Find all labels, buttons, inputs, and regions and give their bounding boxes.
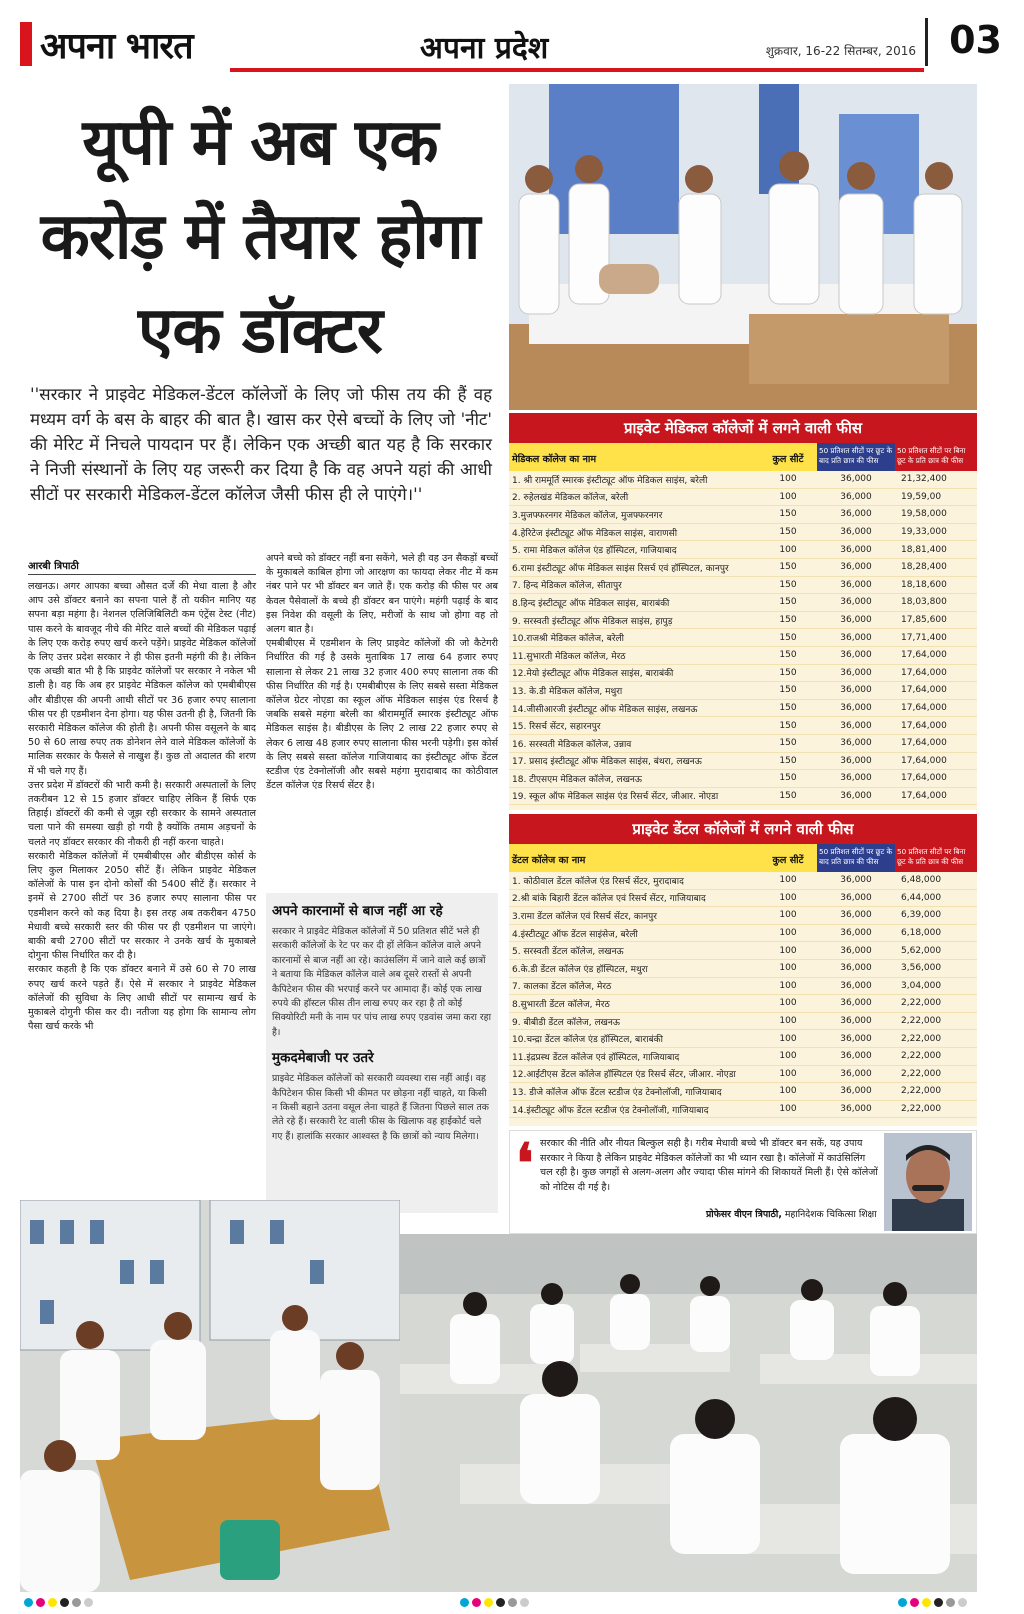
concession-fee-cell: 36,000 (840, 491, 872, 502)
table-row (509, 978, 977, 996)
full-fee-cell: 6,48,000 (901, 875, 942, 886)
table-row (509, 541, 977, 559)
photo-illustration (400, 1234, 977, 1592)
concession-fee-cell: 36,000 (840, 615, 872, 626)
concession-fee-cell: 36,000 (840, 910, 872, 921)
header-total-seats: कुल सीटें (759, 443, 817, 471)
medical-table-title: प्राइवेट मेडिकल कॉलेजों में लगने वाली फीस (509, 413, 977, 443)
total-seats-cell: 100 (779, 998, 797, 1009)
header-college-name: मेडिकल कॉलेज का नाम (509, 443, 759, 471)
total-seats-cell: 150 (779, 615, 797, 626)
total-seats-cell: 150 (779, 703, 797, 714)
full-fee-cell: 2,22,000 (901, 998, 942, 1009)
college-name-cell: 19. स्कूल ऑफ मेडिकल साइंस एंड रिसर्च सेंटर, जीआर. नोएडा (512, 792, 719, 803)
full-fee-cell: 19,33,000 (901, 527, 947, 538)
expert-portrait (884, 1133, 972, 1231)
full-fee-cell: 18,03,800 (901, 597, 947, 608)
paragraph: लखनऊ। अगर आपका बच्चा औसत दर्जे की मेधा वाला है और आप उसे डॉक्टर बनाने का सपना पाले हैं तो यकीन मानिए यह सपना बड़ा महंगा है। नेशनल एलिजिबिलिटी कम एंट्रेंस टेस्ट (नीट) पास करने के बावजूद नीचे की मेरिट वाले बच्चों की मेडिकल पढ़ाई के लिए एक करोड़ रुपए खर्च करने पड़ेंगे। प्राइवेट मेडिकल कॉलेजों के लिए उत्तर प्रदेश सरकार ने ही फीस इतनी महंगी की है। लेकिन एक अच्छी बात भी है कि प्राइवेट कॉलेजों पर सरकार ने नकेल भी डाली है। वह कि अब हर प्राइवेट मेडिकल कॉलेज को एमबीबीएस और बीडीएस की अपनी आधी सीटों पर 36 हजार रुपए सालाना फीस पर ही एडमीशन देना होगा। यह फीस उतनी ही है, जितनी कि सरकारी मेडिकल कॉलेज की होती है। अपनी फीस वसूलने के बाद 50 से 60 लाख रुपए तक डोनेशन लेने वाले मेडिकल कॉलेजों के मालिक सरकार के फैसले से नाखुश हैं। कुछ तो अदालत की शरण में भी चले गए हैं। (28, 581, 256, 777)
byline: आरबी त्रिपाठी (28, 561, 79, 572)
concession-fee-cell: 36,000 (840, 667, 872, 678)
concession-fee-cell: 36,000 (840, 579, 872, 590)
expert-designation: महानिदेशक चिकित्सा शिक्षा (781, 1209, 877, 1220)
dental-table-header (509, 844, 977, 872)
college-name-cell: 6.रामा इंस्टीट्यूट ऑफ मेडिकल साइंस रिसर्च एवं हॉस्पिटल, कानपुर (512, 563, 729, 574)
total-seats-cell: 100 (779, 875, 797, 886)
full-fee-cell: 2,22,000 (901, 1086, 942, 1097)
medical-fee-table (509, 413, 977, 810)
college-name-cell: 16. सरस्वती मेडिकल कॉलेज, उन्नाव (512, 739, 632, 750)
total-seats-cell: 100 (779, 892, 797, 903)
table-row (509, 700, 977, 718)
full-fee-cell: 17,64,000 (901, 738, 947, 749)
college-name-cell: 18. टीएसएम मेडिकल कॉलेज, लखनऊ (512, 774, 642, 785)
total-seats-cell: 150 (779, 579, 797, 590)
table-row (509, 629, 977, 647)
full-fee-cell: 17,64,000 (901, 685, 947, 696)
total-seats-cell: 100 (779, 474, 797, 485)
concession-fee-cell: 36,000 (840, 632, 872, 643)
color-registration-marks (898, 1598, 967, 1607)
concession-fee-cell: 36,000 (840, 1068, 872, 1079)
college-name-cell: 4.हेरिटेज इंस्टीट्यूट ऑफ मेडिकल साइंस, वाराणसी (512, 528, 678, 539)
total-seats-cell: 150 (779, 509, 797, 520)
concession-fee-cell: 36,000 (840, 1033, 872, 1044)
total-seats-cell: 150 (779, 667, 797, 678)
table-row (509, 735, 977, 753)
college-name-cell: 4.इंस्टीट्यूट ऑफ डेंटल साइंसेज, बरेली (512, 929, 638, 940)
table-row (509, 872, 977, 890)
concession-fee-cell: 36,000 (840, 703, 872, 714)
full-fee-cell: 3,04,000 (901, 980, 942, 991)
total-seats-cell: 100 (779, 980, 797, 991)
table-row (509, 489, 977, 507)
medical-table-body (509, 471, 977, 805)
header-college-name: डेंटल कॉलेज का नाम (509, 844, 759, 872)
table-row (509, 1101, 977, 1119)
table-row (509, 1030, 977, 1048)
color-registration-marks (24, 1598, 93, 1607)
sidebar-text: सरकार ने प्राइवेट मेडिकल कॉलेजों में 50 प्रतिशत सीटें भले ही सरकारी कॉलेजों के रेट पर कर दी हों लेकिन कॉलेज वाले अपने कारनामों से बाज नहीं आ रहे। काउंसलिंग में जाने वाले कई छात्रों ने बताया कि मेडिकल कॉलेज वाले अब दूसरे रास्तों से अपनी कैपिटेशन फीस की भरपाई करने पर आमादा हैं। कोई एक लाख रुपये की हॉस्टल फीस तीन लाख रुपए कर रहा है तो कोई सिक्योरिटी मनी के नाम पर पांच लाख रुपए एडवांस जमा करा रहा है। (272, 926, 491, 1038)
table-row (509, 524, 977, 542)
article-column-2 (266, 552, 498, 793)
total-seats-cell: 150 (779, 650, 797, 661)
table-row (509, 890, 977, 908)
college-name-cell: 15. रिसर्च सेंटर, सहारनपुर (512, 722, 601, 733)
newspaper-name: अपना भारत (40, 25, 193, 67)
expert-attribution (706, 1207, 877, 1220)
concession-fee-cell: 36,000 (840, 755, 872, 766)
concession-fee-cell: 36,000 (840, 790, 872, 801)
college-name-cell: 17. प्रसाद इंस्टीट्यूट ऑफ मेडिकल साइंस, बंथरा, लखनऊ (512, 757, 702, 768)
college-name-cell: 8.हिन्द इंस्टीट्यूट ऑफ मेडिकल साइंस, बाराबंकी (512, 598, 670, 609)
full-fee-cell: 6,18,000 (901, 928, 942, 939)
college-name-cell: 9. बीबीडी डेंटल कॉलेज, लखनऊ (512, 1017, 620, 1028)
total-seats-cell: 100 (779, 1068, 797, 1079)
dental-table-title: प्राइवेट डेंटल कॉलेजों में लगने वाली फीस (509, 814, 977, 844)
total-seats-cell: 100 (779, 963, 797, 974)
page-number: 03 (949, 18, 1002, 62)
article-headline: यूपी में अब एक करोड़ में तैयार होगा एक डॉक्टर (40, 106, 480, 368)
full-fee-cell: 17,64,000 (901, 790, 947, 801)
masthead-divider (925, 18, 928, 66)
college-name-cell: 6.के.डी डेंटल कॉलेज एंड हॉस्पिटल, मथुरा (512, 964, 648, 975)
table-row (509, 665, 977, 683)
full-fee-cell: 17,64,000 (901, 755, 947, 766)
full-fee-cell: 17,64,000 (901, 703, 947, 714)
table-row (509, 471, 977, 489)
full-fee-cell: 19,59,00 (901, 491, 942, 502)
paragraph: उत्तर प्रदेश में डॉक्टरों की भारी कमी है। सरकारी अस्पतालों के लिए तकरीबन 12 से 15 हजार डॉक्टर चाहिए लेकिन हैं सिर्फ एक तिहाई। डॉक्टरों की कमी से जूझ रही सरकार के सामने अस्पताल चला पाने की समस्या खड़ी हो गयी है क्योंकि तमाम अड़चनों के चलते नए डॉक्टर सरकार की नौकरी ही नहीं करना चाहते। (28, 779, 256, 848)
total-seats-cell: 100 (779, 1016, 797, 1027)
color-registration-marks (460, 1598, 529, 1607)
college-name-cell: 12.आईटीएस डेंटल कॉलेज हॉस्पिटल एंड रिसर्च सेंटर, जीआर. नोएडा (512, 1070, 736, 1081)
sidebar-heading: अपने कारनामों से बाज नहीं आ रहे (272, 903, 443, 919)
header-full-fee: 50 प्रतिशत सीटों पर बिना छूट के प्रति छात्र की फीस (895, 443, 977, 471)
concession-fee-cell: 36,000 (840, 544, 872, 555)
college-name-cell: 2.श्री बांके बिहारी डेंटल कॉलेज एवं रिसर्च सेंटर, गाजियाबाद (512, 894, 706, 905)
total-seats-cell: 150 (779, 773, 797, 784)
dental-fee-table (509, 814, 977, 1126)
paragraph: एमबीबीएस में एडमीशन के लिए प्राइवेट कॉलेजों की जो कैटेगरी निर्धारित की गई है उसके मुताबिक 17 लाख 64 हजार रुपए सालाना से लेकर 21 लाख 32 हजार 400 रुपए सालाना तक की फीस निर्धारित की गई है। एमबीबीएस के लिए सबसे सस्ता मेडिकल कॉलेज ग्रेटर नोएडा का स्कूल ऑफ मेडिकल साइंस एंड रिसर्च है जबकि सबसे महंगा बरेली का श्रीराममूर्ति स्मारक इंस्टीट्यूट ऑफ मेडिकल साइंस है। बीडीएस के लिए 2 लाख 22 हजार रुपए से लेकर 6 लाख 48 हजार रुपए सालाना फीस भरनी पड़ेगी। इस कोर्स के लिए सबसे सस्ता कॉलेज गाजियाबाद का इंस्टीट्यूट ऑफ डेंटल स्टडीज एंड टेक्नोलॉजी और सबसे महंगा मुरादाबाद का कोठीवाल डेंटल कॉलेज एंड रिसर्च सेंटर है। (266, 638, 498, 792)
full-fee-cell: 17,64,000 (901, 650, 947, 661)
section-name: अपना प्रदेश (420, 31, 549, 66)
total-seats-cell: 150 (779, 790, 797, 801)
full-fee-cell: 18,28,400 (901, 562, 947, 573)
paragraph: सरकार कहती है कि एक डॉक्टर बनाने में उसे 60 से 70 लाख रुपए खर्च करने पड़ते हैं। ऐसे में सरकार ने प्राइवेट मेडिकल कॉलेजों की सुविधा के लिए आधी सीटों पर सामान्य खर्च के मुकाबले दोगुनी फीस कर दी। नतीजा यह होगा कि सामान्य लोग पैसा खर्च करके भी (28, 964, 256, 1033)
college-name-cell: 5. सरस्वती डेंटल कॉलेज, लखनऊ (512, 947, 624, 958)
table-row (509, 682, 977, 700)
expert-quote-box (509, 1130, 977, 1234)
header-total-seats: कुल सीटें (759, 844, 817, 872)
concession-fee-cell: 36,000 (840, 892, 872, 903)
header-concession-fee: 50 प्रतिशत सीटों पर छूट के बाद प्रति छात्र की फीस (817, 443, 895, 471)
college-name-cell: 9. सरस्वती इंस्टीट्यूट ऑफ मेडिकल साइंस, हापुड़ (512, 616, 673, 627)
pull-quote: ''सरकार ने प्राइवेट मेडिकल-डेंटल कॉलेजों के लिए जो फीस तय की हैं वह मध्यम वर्ग के बस के बाहर की बात है। खास कर ऐसे बच्चों के लिए जो 'नीट' की मेरिट में निचले पायदान पर हैं। लेकिन एक अच्छी बात यह है कि सरकार ने निजी संस्थानों के लिए यह जरूरी कर दिया है कि वह अपने यहां की आधी सीटों पर सरकारी मेडिकल-डेंटल कॉलेज जैसी फीस ही ले पाएंगे।'' (30, 384, 492, 504)
table-row (509, 647, 977, 665)
full-fee-cell: 5,62,000 (901, 945, 942, 956)
college-name-cell: 11.इंद्रप्रस्थ डेंटल कॉलेज एवं हॉस्पिटल, गाजियाबाद (512, 1052, 680, 1063)
college-name-cell: 1. कोठीवाल डेंटल कॉलेज एंड रिसर्च सेंटर, मुरादाबाद (512, 876, 684, 887)
full-fee-cell: 2,22,000 (901, 1016, 942, 1027)
table-row (509, 594, 977, 612)
sidebar-heading: मुकदमेबाजी पर उतरे (272, 1050, 374, 1067)
header-concession-fee: 50 प्रतिशत सीटों पर छूट के बाद प्रति छात्र की फीस (817, 844, 895, 872)
table-row (509, 1066, 977, 1084)
total-seats-cell: 150 (779, 562, 797, 573)
photo-illustration (20, 1200, 400, 1592)
total-seats-cell: 150 (779, 597, 797, 608)
concession-fee-cell: 36,000 (840, 738, 872, 749)
total-seats-cell: 100 (779, 1033, 797, 1044)
concession-fee-cell: 36,000 (840, 685, 872, 696)
college-name-cell: 12.मेयो इंस्टीट्यूट ऑफ मेडिकल साइंस, बाराबंकी (512, 669, 674, 680)
concession-fee-cell: 36,000 (840, 474, 872, 485)
concession-fee-cell: 36,000 (840, 1086, 872, 1097)
table-row (509, 753, 977, 771)
table-row (509, 960, 977, 978)
table-row (509, 995, 977, 1013)
college-name-cell: 7. कालका डेंटल कॉलेज, मेरठ (512, 982, 612, 993)
concession-fee-cell: 36,000 (840, 928, 872, 939)
college-name-cell: 7. हिन्द मेडिकल कॉलेज, सीतापुर (512, 581, 622, 592)
full-fee-cell: 6,39,000 (901, 910, 942, 921)
total-seats-cell: 100 (779, 491, 797, 502)
college-name-cell: 11.सुभारती मेडिकल कॉलेज, मेरठ (512, 651, 626, 662)
paragraph: सरकारी मेडिकल कॉलेजों में एमबीबीएस और बीडीएस कोर्स के लिए कुल मिलाकर 2050 सीटें हैं। लेकिन प्राइवेट मेडिकल कॉलेजों के पास इन दोनो कोर्सों की 5400 सीटें हैं। सरकार ने इनमें से 2700 सीटों पर 36 हजार रुपए सालाना फीस पर एडमीशन करने को कह दिया है। इस तरह अब तकरीबन 4750 मेधावी बच्चे सरकारी स्तर की फीस पर ही एडमीशन पा जाएंगे। बाकी बची 2700 सीटों पर सरकार ने उनके खर्च के मुकाबले दोगुना फीस निर्धारित कर दी है। (28, 850, 256, 962)
classroom-photo (400, 1234, 977, 1592)
concession-fee-cell: 36,000 (840, 720, 872, 731)
full-fee-cell: 6,44,000 (901, 892, 942, 903)
total-seats-cell: 100 (779, 544, 797, 555)
full-fee-cell: 19,58,000 (901, 509, 947, 520)
total-seats-cell: 100 (779, 910, 797, 921)
table-row (509, 1013, 977, 1031)
full-fee-cell: 18,18,600 (901, 579, 947, 590)
full-fee-cell: 2,22,000 (901, 1051, 942, 1062)
full-fee-cell: 21,32,400 (901, 474, 947, 485)
total-seats-cell: 150 (779, 632, 797, 643)
full-fee-cell: 2,22,000 (901, 1104, 942, 1115)
concession-fee-cell: 36,000 (840, 773, 872, 784)
full-fee-cell: 17,64,000 (901, 720, 947, 731)
college-name-cell: 10.राजश्री मेडिकल कॉलेज, बरेली (512, 634, 624, 645)
concession-fee-cell: 36,000 (840, 509, 872, 520)
header-full-fee: 50 प्रतिशत सीटों पर बिना छूट के प्रति छात्र की फीस (895, 844, 977, 872)
quote-mark-icon: ❛ (516, 1131, 534, 1195)
college-name-cell: 10.चन्द्रा डेंटल कॉलेज एंड हॉस्पिटल, बाराबंकी (512, 1035, 663, 1046)
concession-fee-cell: 36,000 (840, 1016, 872, 1027)
college-name-cell: 14.इंस्टीट्यूट ऑफ डेंटल स्टडीज एंड टेक्नोलॉजी, गाजियाबाद (512, 1105, 709, 1116)
full-fee-cell: 2,22,000 (901, 1068, 942, 1079)
full-fee-cell: 18,81,400 (901, 544, 947, 555)
concession-fee-cell: 36,000 (840, 945, 872, 956)
full-fee-cell: 3,56,000 (901, 963, 942, 974)
concession-fee-cell: 36,000 (840, 963, 872, 974)
table-row (509, 942, 977, 960)
table-row (509, 925, 977, 943)
sidebar-box (266, 893, 498, 1213)
college-name-cell: 13. डीजे कॉलेज ऑफ डेंटल स्टडीज एंड टेक्नोलॉजी, गाजियाबाद (512, 1087, 722, 1098)
table-row (509, 577, 977, 595)
college-name-cell: 2. रुहेलखंड मेडिकल कॉलेज, बरेली (512, 493, 629, 504)
full-fee-cell: 17,71,400 (901, 632, 947, 643)
college-name-cell: 1. श्री राममूर्ति स्मारक इंस्टीट्यूट ऑफ मेडिकल साइंस, बरेली (512, 475, 708, 486)
total-seats-cell: 100 (779, 1086, 797, 1097)
nursing-students-photo (509, 84, 977, 410)
masthead-red-line (230, 68, 924, 72)
full-fee-cell: 17,85,600 (901, 615, 947, 626)
total-seats-cell: 150 (779, 720, 797, 731)
dental-table-body (509, 872, 977, 1118)
total-seats-cell: 100 (779, 1051, 797, 1062)
college-name-cell: 14.जीसीआरजी इंस्टीट्यूट ऑफ मेडिकल साइंस, लखनऊ (512, 704, 698, 715)
table-row (509, 559, 977, 577)
expert-quote-text: सरकार की नीति और नीयत बिल्कुल सही है। गरीब मेधावी बच्चे भी डॉक्टर बन सकें, यह उपाय सरकार ने किया है लेकिन प्राइवेट मेडिकल कॉलेजों का भी ध्यान रखा है। कॉलेजों में काउंसिलिंग चल रही है। कुछ जगहों से अलग-अलग और ज्यादा फीस मांगने की शिकायतें मिली हैं। ऐसे कॉलेजों को नोटिस दी गई है। (540, 1138, 878, 1193)
paragraph: अपने बच्चे को डॉक्टर नहीं बना सकेंगे, भले ही वह उन सैकड़ों बच्चों के मुकाबले काबिल होगा जो आरक्षण का फायदा लेकर नीट में कम नंबर पाने पर भी डॉक्टर बन जाते हैं। एक करोड़ की फीस पर अब केवल पैसेवालों के बच्चे ही डॉक्टर बन पाएंगे। महंगी पढ़ाई के बाद इस निवेश की वसूली के लिए, मरीजों के साथ जो होगा वह तो अलग बात है। (266, 553, 498, 636)
table-row (509, 907, 977, 925)
table-row (509, 1048, 977, 1066)
college-name-cell: 5. रामा मेडिकल कॉलेज एंड हॉस्पिटल, गाजियाबाद (512, 546, 677, 557)
total-seats-cell: 100 (779, 928, 797, 939)
table-row (509, 770, 977, 788)
concession-fee-cell: 36,000 (840, 875, 872, 886)
medical-table-header (509, 443, 977, 471)
total-seats-cell: 100 (779, 945, 797, 956)
concession-fee-cell: 36,000 (840, 650, 872, 661)
college-name-cell: 3.मुजफ्फरनगर मेडिकल कॉलेज, मुजफ्फरनगर (512, 510, 663, 521)
issue-date: शुक्रवार, 16-22 सितम्बर, 2016 (765, 44, 916, 58)
full-fee-cell: 2,22,000 (901, 1033, 942, 1044)
concession-fee-cell: 36,000 (840, 527, 872, 538)
full-fee-cell: 17,64,000 (901, 667, 947, 678)
concession-fee-cell: 36,000 (840, 980, 872, 991)
concession-fee-cell: 36,000 (840, 1104, 872, 1115)
table-row (509, 717, 977, 735)
total-seats-cell: 150 (779, 738, 797, 749)
concession-fee-cell: 36,000 (840, 597, 872, 608)
total-seats-cell: 150 (779, 685, 797, 696)
photo-illustration (509, 84, 977, 410)
table-row (509, 788, 977, 806)
article-column-1 (28, 580, 256, 1035)
college-name-cell: 3.रामा डेंटल कॉलेज एवं रिसर्च सेंटर, कानपुर (512, 911, 657, 922)
table-row (509, 612, 977, 630)
byline-rule (28, 574, 256, 575)
table-row (509, 506, 977, 524)
expert-name: प्रोफेसर वीएन त्रिपाठी, (706, 1209, 782, 1220)
total-seats-cell: 100 (779, 1104, 797, 1115)
table-row (509, 1083, 977, 1101)
concession-fee-cell: 36,000 (840, 1051, 872, 1062)
masthead (20, 18, 1004, 70)
college-name-cell: 13. के.डी मेडिकल कॉलेज, मथुरा (512, 686, 623, 697)
sidebar-text: प्राइवेट मेडिकल कॉलेजों को सरकारी व्यवस्था रास नहीं आई। वह कैपिटेशन फीस किसी भी कीमत पर छोड़ना नहीं चाहते, या किसी न किसी बहाने उतना वसूल लेना चाहते हैं जितना पिछले साल तक लेते रहे हैं। सरकारी रेट वाली फीस के खिलाफ वह हाईकोर्ट चले गए हैं। हालांकि सरकार आश्वस्त है कि छात्रों को न्याय मिलेगा। (272, 1073, 489, 1142)
full-fee-cell: 17,64,000 (901, 773, 947, 784)
total-seats-cell: 150 (779, 527, 797, 538)
total-seats-cell: 150 (779, 755, 797, 766)
concession-fee-cell: 36,000 (840, 998, 872, 1009)
masthead-red-bar (20, 22, 32, 66)
library-photo (20, 1200, 400, 1592)
concession-fee-cell: 36,000 (840, 562, 872, 573)
college-name-cell: 8.सुभारती डेंटल कॉलेज, मेरठ (512, 999, 610, 1010)
